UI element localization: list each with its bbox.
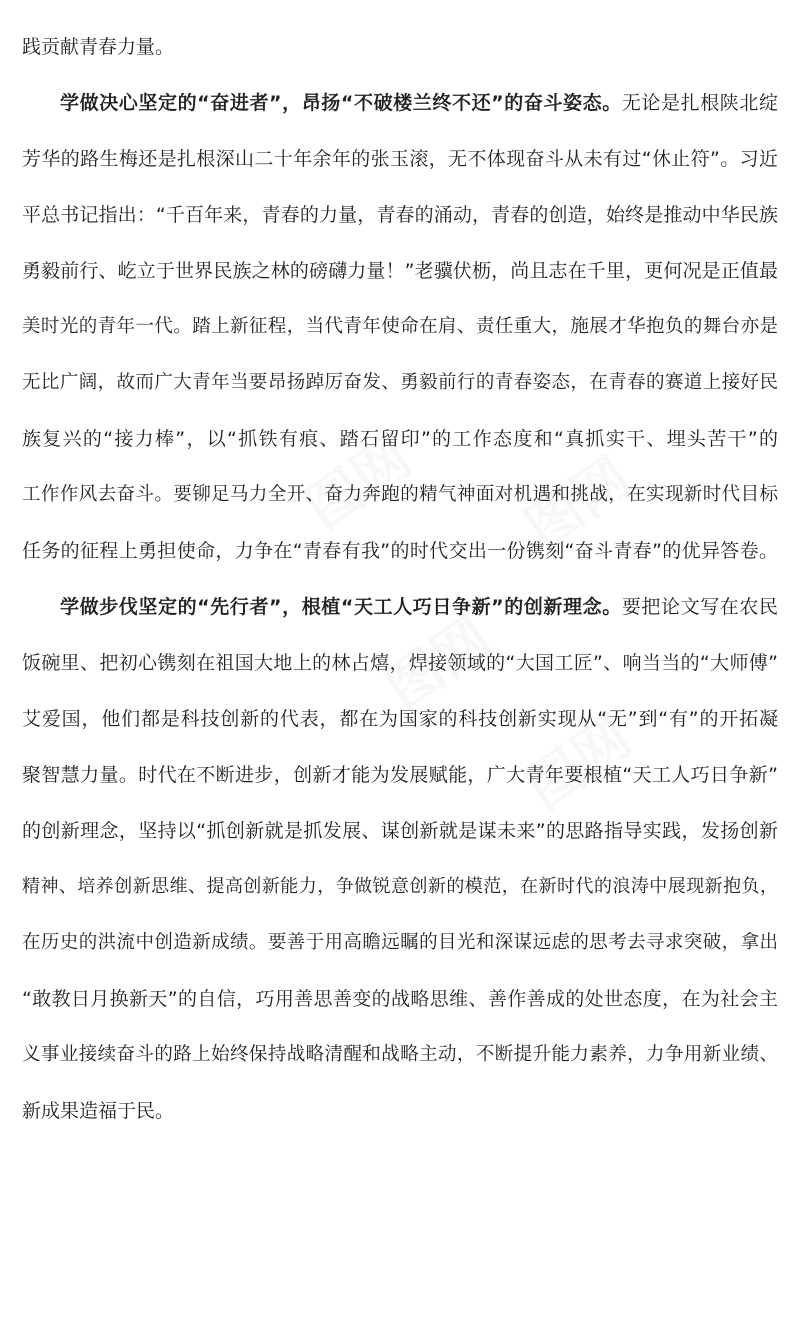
watermark: 图网 (514, 704, 644, 823)
text: 饭碗里、把初心镌刻在祖国大地上的林占熺，焊接领域的“大国工匠”、响当当的“大师傅” (22, 652, 778, 674)
text: 芳华的路生梅还是扎根深山二十年余年的张玉滚，无不体现奋斗从未有过“休止符”。习近 (22, 148, 778, 170)
text: 聚智慧力量。时代在不断进步，创新才能为发展赋能，广大青年要根植“天工人巧日争新” (22, 764, 778, 786)
text: 要把论文写在农民 (621, 596, 778, 618)
paragraph-heading: 学做步伐坚定的“先行者”，根植“天工人巧日争新”的创新理念。 (60, 596, 622, 618)
watermark: 图网 (514, 444, 644, 563)
paragraph-line (22, 363, 778, 403)
paragraph-line (22, 195, 778, 235)
paragraph-line (22, 27, 778, 67)
text: 工作作风去奋斗。要铆足马力全开、奋力奔跑的精气神面对机遇和挑战，在实现新时代目标 (22, 484, 778, 505)
paragraph-line (22, 923, 778, 963)
paragraph-line (22, 979, 778, 1019)
paragraph-line (22, 307, 778, 347)
paragraph-line (22, 811, 778, 851)
text: 族复兴的“接力棒”，以“抓铁有痕、踏石留印”的工作态度和“真抓实干、埋头苦干”的 (22, 428, 778, 450)
text: 无论是扎根陕北绽 (621, 92, 778, 114)
text: 精神、培养创新思维、提高创新能力，争做锐意创新的模范，在新时代的浪涛中展现新抱负， (22, 876, 778, 897)
text: 无比广阔，故而广大青年当要昂扬踔厉奋发、勇毅前行的青春姿态，在青春的赛道上接好民 (22, 372, 778, 393)
text: 在历史的洪流中创造新成绩。要善于用高瞻远瞩的目光和深谋远虑的思考去寻求突破，拿出 (22, 932, 778, 953)
text: “敢教日月换新天”的自信，巧用善思善变的战略思维、善作善成的处世态度，在为社会主 (22, 988, 778, 1010)
text: 义事业接续奋斗的路上始终保持战略清醒和战略主动，不断提升能力素养，力争用新业绩、 (22, 1044, 778, 1065)
paragraph-line (22, 139, 778, 179)
text: 平总书记指出：“千百年来，青春的力量，青春的涌动，青春的创造，始终是推动中华民族 (22, 204, 778, 226)
text: 美时光的青年一代。踏上新征程，当代青年使命在肩、责任重大，施展才华抱负的舞台亦是 (22, 316, 778, 337)
paragraph-line (22, 755, 778, 795)
text: 艾爱国，他们都是科技创新的代表，都在为国家的科技创新实现从“无”到“有”的开拓凝 (22, 708, 778, 730)
paragraph-heading: 学做决心坚定的“奋进者”，昂扬“不破楼兰终不还”的奋斗姿态。 (60, 92, 622, 114)
paragraph-line (22, 1091, 778, 1131)
text: 新成果造福于民。 (22, 1100, 175, 1122)
paragraph-line (22, 531, 778, 571)
paragraph-line (22, 643, 778, 683)
paragraph-line (22, 419, 778, 459)
text: 践贡献青春力量。 (22, 36, 175, 58)
text: 勇毅前行、屹立于世界民族之林的磅礴力量！”老骥伏枥，尚且志在千里，更何况是正值最 (22, 260, 778, 282)
paragraph-line (22, 251, 778, 291)
paragraph-line (22, 475, 778, 515)
watermark: 图网 (294, 424, 424, 543)
paragraph-line (22, 867, 778, 907)
text: 的创新理念，坚持以“抓创新就是抓发展、谋创新就是谋未来”的思路指导实践，发扬创新 (22, 820, 778, 842)
paragraph-line (22, 587, 778, 627)
paragraph-line (22, 1035, 778, 1075)
paragraph-line (22, 699, 778, 739)
text: 任务的征程上勇担使命，力争在“青春有我”的时代交出一份镌刻“奋斗青春”的优异答卷。 (22, 540, 778, 562)
watermark: 图网 (374, 604, 504, 723)
paragraph-line (22, 83, 778, 123)
